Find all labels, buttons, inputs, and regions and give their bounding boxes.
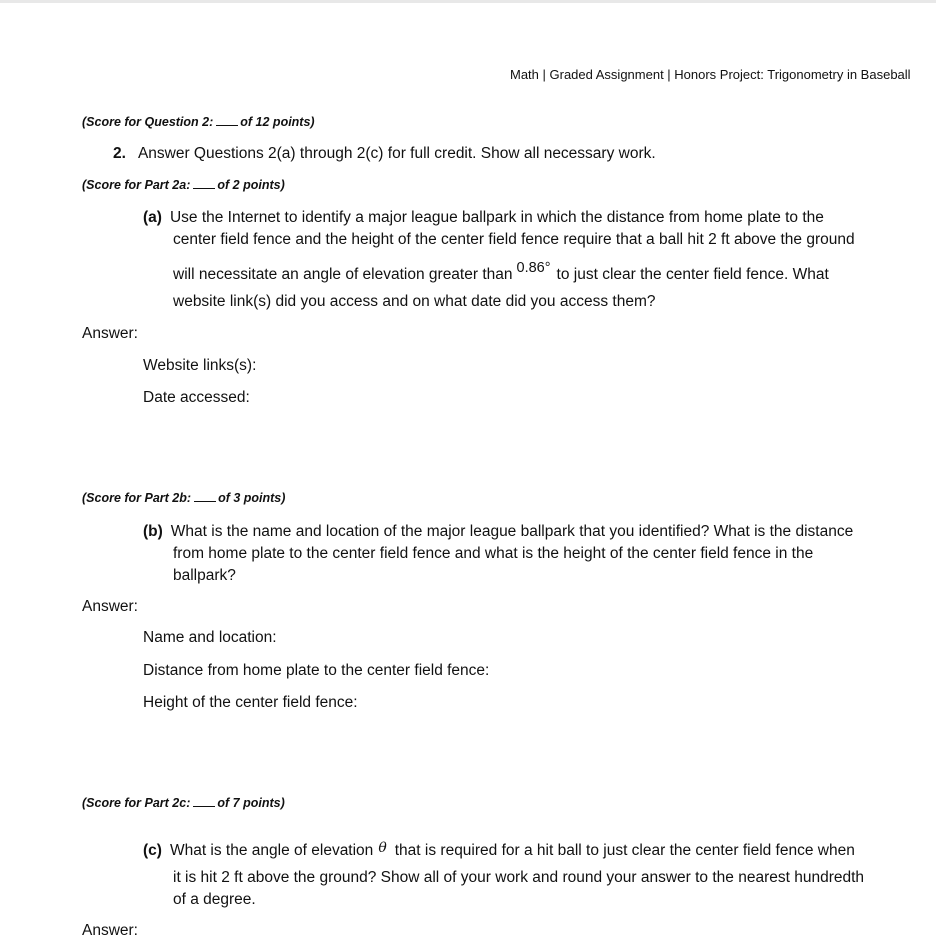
distance-field[interactable]: Distance from home plate to the center field fence: bbox=[143, 662, 490, 679]
part-2c-line-1: (c) What is the angle of elevation θ that is required for a hit ball to just clear the center field fence when bbox=[143, 840, 855, 859]
score-blank[interactable] bbox=[193, 178, 215, 189]
part-2c-line-2: it is hit 2 ft above the ground? Show all of your work and round your answer to the nearest hundredth bbox=[173, 869, 865, 886]
angle-value: 0.86° bbox=[516, 260, 551, 276]
name-location-field[interactable]: Name and location: bbox=[143, 629, 277, 646]
score-part-2a: (Score for Part 2a: of 2 points) bbox=[82, 178, 285, 192]
score-blank[interactable] bbox=[216, 115, 238, 126]
top-border bbox=[0, 0, 936, 3]
part-2a-line-2: center field fence and the height of the center field fence require that a ball hit 2 ft above the ground bbox=[173, 231, 855, 248]
score-question-2: (Score for Question 2: of 12 points) bbox=[82, 115, 315, 129]
part-2b-line-3: ballpark? bbox=[173, 567, 236, 584]
part-2a-line-3: will necessitate an angle of elevation greater than 0.86° to just clear the center field fence. What bbox=[173, 260, 829, 283]
score-part-2b: (Score for Part 2b: of 3 points) bbox=[82, 491, 286, 505]
date-accessed-field[interactable]: Date accessed: bbox=[143, 389, 250, 406]
part-2c-line-3: of a degree. bbox=[173, 891, 256, 908]
score-blank[interactable] bbox=[193, 796, 215, 807]
answer-label: Answer: bbox=[82, 598, 138, 615]
fence-height-field[interactable]: Height of the center field fence: bbox=[143, 694, 358, 711]
theta-symbol: θ bbox=[378, 840, 387, 856]
part-2b-line-1: (b) What is the name and location of the major league ballpark that you identified? What is the distance bbox=[143, 523, 854, 540]
question-2-heading: 2. Answer Questions 2(a) through 2(c) for full credit. Show all necessary work. bbox=[113, 145, 656, 162]
part-2b-line-2: from home plate to the center field fence and what is the height of the center field fence in the bbox=[173, 545, 814, 562]
score-part-2c: (Score for Part 2c: of 7 points) bbox=[82, 796, 285, 810]
website-links-field[interactable]: Website links(s): bbox=[143, 357, 257, 374]
part-2a-line-1: (a) Use the Internet to identify a major league ballpark in which the distance from home plate to the bbox=[143, 209, 824, 226]
answer-label: Answer: bbox=[82, 325, 138, 342]
part-2a-line-4: website link(s) did you access and on what date did you access them? bbox=[173, 293, 656, 310]
answer-label: Answer: bbox=[82, 922, 138, 939]
page-header: Math | Graded Assignment | Honors Project: Trigonometry in Baseball bbox=[510, 67, 911, 82]
score-blank[interactable] bbox=[194, 491, 216, 502]
